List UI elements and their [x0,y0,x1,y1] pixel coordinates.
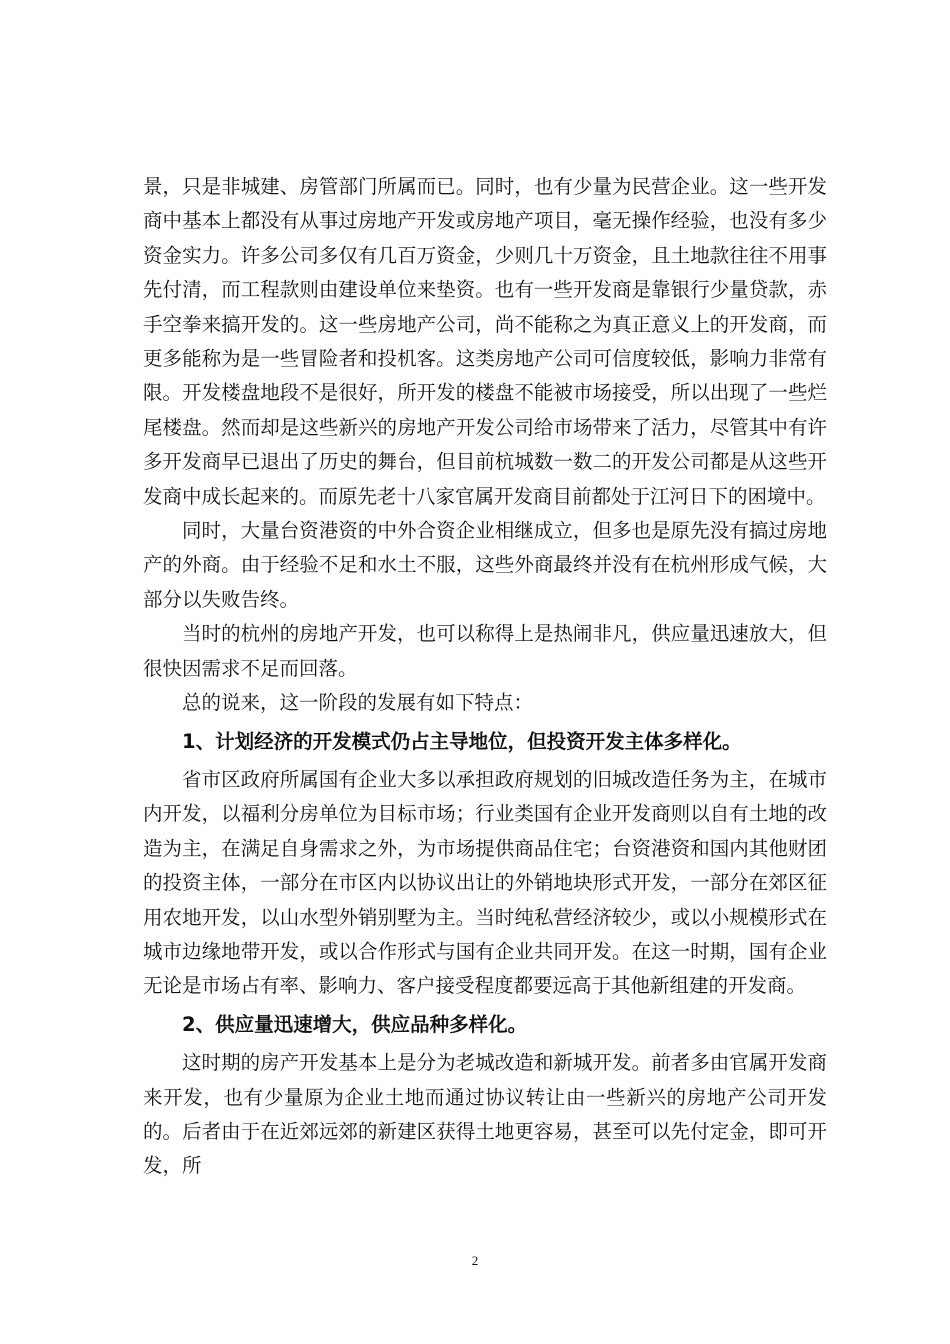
paragraph-6: 这时期的房产开发基本上是分为老城改造和新城开发。前者多由官属开发商来开发，也有少量原为企业土地而通过协议转让由一些新兴的房地产公司开发的。后者由于在近郊远郊的新建区获得土地更容易，甚至可以先付定金，即可开发，所 [143,1051,827,1178]
paragraph-2: 同时，大量台资港资的中外合资企业相继成立，但多也是原先没有搞过房地产的外商。由于经验不足和水土不服，这些外商最终并没有在杭州形成气候，大部分以失败告终。 [143,519,827,611]
paragraph-3: 当时的杭州的房地产开发，也可以称得上是热闹非凡，供应量迅速放大，但很快因需求不足而回落。 [143,622,827,680]
document-body [143,170,827,1184]
paragraph-4: 总的说来，这一阶段的发展有如下特点： [182,691,534,715]
paragraph-5: 省市区政府所属国有企业大多以承担政府规划的旧城改造任务为主，在城市内开发，以福利分房单位为目标市场；行业类国有企业开发商则以自有土地的改造为主，在满足自身需求之外，为市场提供商品住宅；台资港资和国内其他财团的投资主体，一部分在市区内以协议出让的外销地块形式开发，一部分在郊区征用农地开发，以山水型外销别墅为主。当时纯私营经济较少，或以小规模形式在城市边缘地带开发，或以合作形式与国有企业共同开发。在这一时期，国有企业无论是市场占有率、影响力、客户接受程度都要远高于其他新组建的开发商。 [143,767,827,998]
section-heading-2: 2、供应量迅速增大，供应品种多样化。 [182,1012,528,1036]
section-heading-1: 1、计划经济的开发模式仍占主导地位，但投资开发主体多样化。 [182,729,742,753]
page-number: 2 [471,1253,479,1268]
paragraph-1: 景，只是非城建、房管部门所属而已。同时，也有少量为民营企业。这一些开发商中基本上都没有从事过房地产开发或房地产项目，毫无操作经验，也没有多少资金实力。许多公司多仅有几百万资金，少则几十万资金，且土地款往往不用事先付清，而工程款则由建设单位来垫资。也有一些开发商是靠银行少量贷款，赤手空拳来搞开发的。这一些房地产公司，尚不能称之为真正意义上的开发商，而更多能称为是一些冒险者和投机客。这类房地产公司可信度较低，影响力非常有限。开发楼盘地段不是很好，所开发的楼盘不能被市场接受，所以出现了一些烂尾楼盘。然而却是这些新兴的房地产开发公司给市场带来了活力，尽管其中有许多开发商早已退出了历史的舞台，但目前杭城数一数二的开发公司都是从这些开发商中成长起来的。而原先老十八家官属开发商目前都处于江河日下的困境中。 [143,175,827,508]
